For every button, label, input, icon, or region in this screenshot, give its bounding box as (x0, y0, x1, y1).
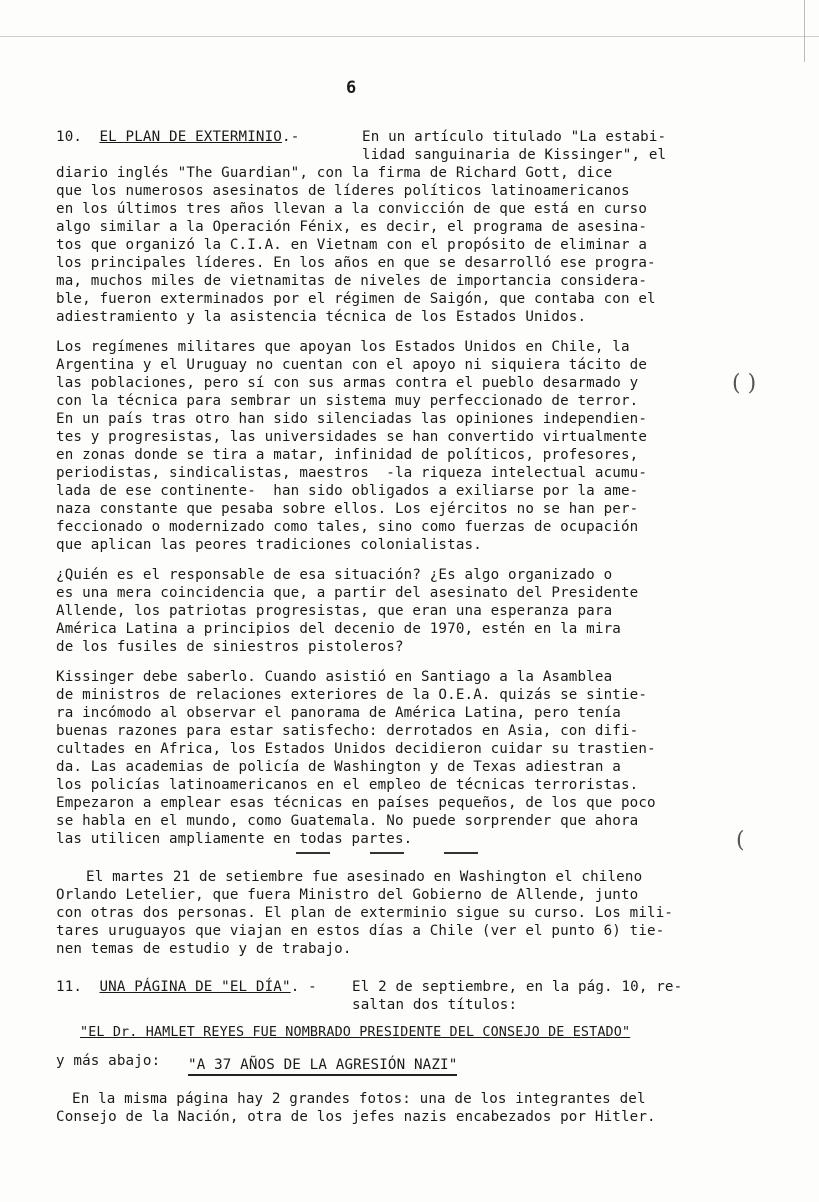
p2-line: Argentina y el Uruguay no cuentan con el apoyo ni siquiera tácito de (56, 357, 648, 373)
p1-line: lidad sanguinaria de Kissinger", el (362, 147, 667, 163)
closing-line: En la misma página hay 2 grandes fotos: una de los integrantes del (72, 1091, 646, 1107)
p2-line: periodistas, sindicalistas, maestros -la riqueza intelectual acumu- (56, 465, 648, 481)
separator-dash (444, 852, 478, 854)
p2-line: lada de ese continente- han sido obligados a exiliarse por la ame- (56, 483, 639, 499)
section-11-intro: saltan dos títulos: (352, 997, 518, 1013)
p2-line: las poblaciones, pero sí con sus armas contra el pueblo desarmado y (56, 375, 639, 391)
p2-line: que aplican las peores tradiciones colonialistas. (56, 537, 482, 553)
p3-line: es una mera coincidencia que, a partir del asesinato del Presidente (56, 585, 639, 601)
p1-line: ble, fueron exterminados por el régimen de Saigón, que contaba con el (56, 291, 656, 307)
p4-line: ra incómodo al observar el panorama de América Latina, pero tenía (56, 705, 621, 721)
p5-line: Orlando Letelier, que fuera Ministro del Gobierno de Allende, junto (56, 887, 639, 903)
p4-line: se habla en el mundo, como Guatemala. No puede sorprender que ahora (56, 813, 639, 829)
section-10-heading (56, 128, 299, 146)
p4-line: Kissinger debe saberlo. Cuando asistió en Santiago a la Asamblea (56, 669, 613, 685)
p4-line: da. Las academias de policía de Washington y de Texas adiestran a (56, 759, 621, 775)
p5-line: nen temas de estudio y de trabajo. (56, 941, 352, 957)
p2-line: Los regímenes militares que apoyan los Estados Unidos en Chile, la (56, 339, 630, 355)
section-10-suffix: .- (282, 129, 300, 145)
headline-1-text: "EL Dr. HAMLET REYES FUE NOMBRADO PRESIDENTE DEL CONSEJO DE ESTADO" (80, 1025, 631, 1040)
page-number: 6 (346, 78, 357, 98)
p1-line: que los numerosos asesinatos de líderes políticos latinoamericanos (56, 183, 630, 199)
margin-parenthesis-mark: ( ) (732, 371, 757, 396)
p4-line: cultades en Africa, los Estados Unidos decidieron cuidar su trastien- (56, 741, 656, 757)
section-11-number: 11. (56, 979, 83, 995)
margin-parenthesis-mark: ( (736, 828, 745, 853)
p2-line: naza constante que pesaba sobre ellos. Los ejércitos no se han per- (56, 501, 639, 517)
section-11-intro: El 2 de septiembre, en la pág. 10, re- (352, 979, 683, 995)
p1-line: En un artículo titulado "La estabi- (362, 129, 667, 145)
p3-line: ¿Quién es el responsable de esa situación? ¿Es algo organizado o (56, 567, 613, 583)
p1-line: ma, muchos miles de vietnamitas de niveles de importancia considera- (56, 273, 648, 289)
p1-line: adiestramiento y la asistencia técnica de los Estados Unidos. (56, 309, 587, 325)
headline-quote-2 (188, 1056, 457, 1074)
separator-dash (370, 852, 404, 854)
section-11-heading (56, 978, 317, 996)
p1-line: tos que organizó la C.I.A. en Vietnam con el propósito de eliminar a (56, 237, 648, 253)
closing-line: Consejo de la Nación, otra de los jefes nazis encabezados por Hitler. (56, 1109, 656, 1125)
section-11-title: UNA PÁGINA DE "EL DÍA" (99, 979, 291, 995)
p5-line: tares uruguayos que viajan en estos días a Chile (ver el punto 6) tie- (56, 923, 665, 939)
p3-line: Allende, los patriotas progresistas, que eran una esperanza para (56, 603, 613, 619)
separator-dash (296, 852, 330, 854)
p1-line: en los últimos tres años llevan a la convicción de que está en curso (56, 201, 648, 217)
headline-quote-1 (80, 1024, 630, 1042)
p4-line: de ministros de relaciones exteriores de la O.E.A. quizás se sintie- (56, 687, 648, 703)
p5-line: El martes 21 de setiembre fue asesinado en Washington el chileno (86, 869, 643, 885)
p4-line: buenas razones para estar satisfecho: derrotados en Asia, con difi- (56, 723, 639, 739)
section-10-number: 10. (56, 129, 83, 145)
p4-line: las utilicen ampliamente en todas partes. (56, 831, 413, 847)
p2-line: con la técnica para sembrar un sistema muy perfeccionado de terror. (56, 393, 639, 409)
p2-line: en zonas donde se tira a matar, infinidad de políticos, profesores, (56, 447, 639, 463)
section-10-title: EL PLAN DE EXTERMINIO (99, 129, 282, 145)
p2-line: En un país tras otro han sido silenciadas las opiniones independien- (56, 411, 648, 427)
p1-line: diario inglés "The Guardian", con la firma de Richard Gott, dice (56, 165, 613, 181)
p5-line: con otras dos personas. El plan de exterminio sigue su curso. Los mili- (56, 905, 674, 921)
below-label: y más abajo: (56, 1053, 161, 1069)
p4-line: los policías latinoamericanos en el empleo de técnicas terroristas. (56, 777, 639, 793)
p3-line: América Latina a principios del decenio de 1970, estén en la mira (56, 621, 621, 637)
scan-crop-mark (804, 0, 813, 62)
p1-line: los principales líderes. En los años en que se desarrolló ese progra- (56, 255, 656, 271)
p2-line: tes y progresistas, las universidades se han convertido virtualmente (56, 429, 648, 445)
p1-line: algo similar a la Operación Fénix, es decir, el programa de asesina- (56, 219, 648, 235)
p4-line: Empezaron a emplear esas técnicas en países pequeños, de los que poco (56, 795, 656, 811)
scan-edge-line (0, 36, 819, 37)
headline-2-text: "A 37 AÑOS DE LA AGRESIÓN NAZI" (188, 1057, 457, 1076)
section-11-suffix: . - (290, 979, 317, 995)
p3-line: de los fusiles de siniestros pistoleros? (56, 639, 404, 655)
p2-line: feccionado o modernizado como tales, sino como fuerzas de ocupación (56, 519, 639, 535)
